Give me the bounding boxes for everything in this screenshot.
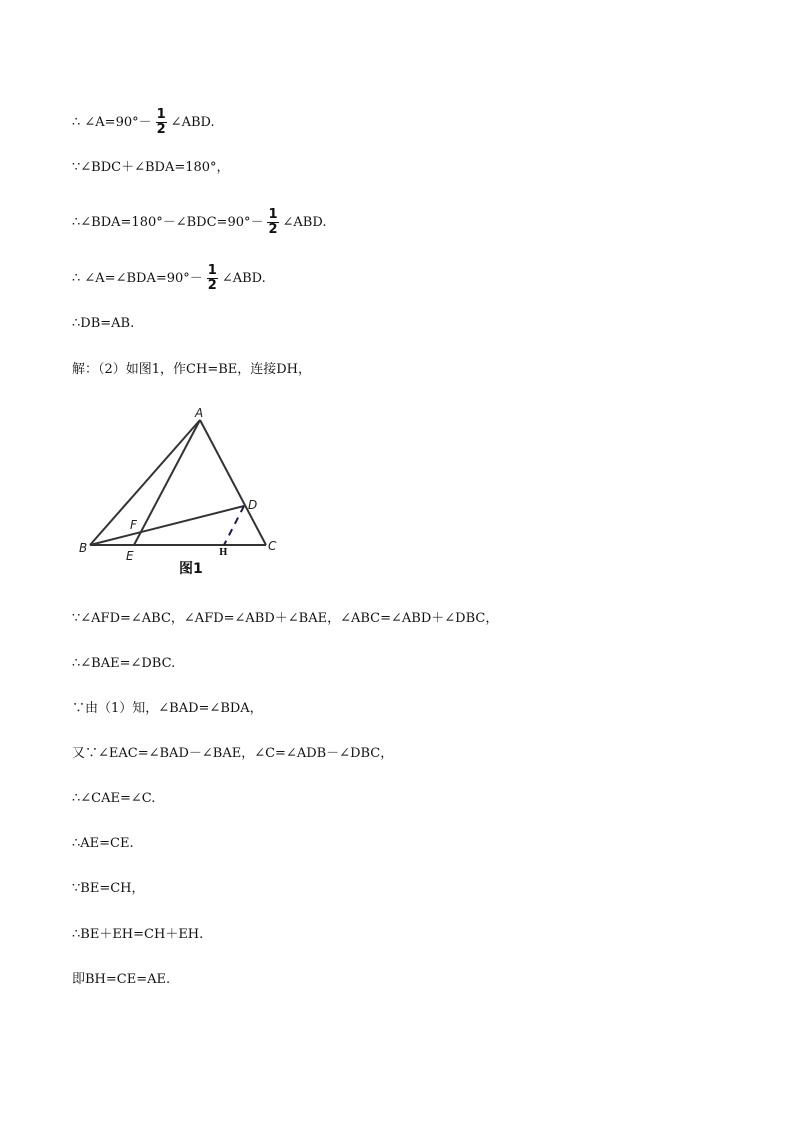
fraction-half bbox=[156, 108, 167, 137]
step-line-7: ∵∠AFD=∠ABC，∠AFD=∠ABD＋∠BAE，∠ABC=∠ABD＋∠DBC， bbox=[72, 611, 499, 626]
fraction-denominator: 2 bbox=[207, 278, 217, 293]
step-3-post: ∠ABD. bbox=[282, 215, 327, 230]
step-1-post: ∠ABD. bbox=[170, 115, 215, 130]
step-line-9: ∵由（1）知，∠BAD=∠BDA， bbox=[72, 701, 263, 716]
label-H: H bbox=[219, 548, 228, 558]
fraction-numerator: 1 bbox=[156, 107, 166, 122]
fraction-denominator: 2 bbox=[156, 122, 166, 137]
segment-BD bbox=[90, 506, 244, 545]
step-line-14: ∴BE＋EH=CH＋EH. bbox=[72, 927, 204, 942]
label-D: D bbox=[248, 498, 258, 512]
fraction-half bbox=[267, 208, 278, 237]
figure-1 bbox=[76, 402, 286, 582]
figure-caption: 图1 bbox=[179, 561, 203, 577]
step-4-pre: ∴ ∠A=∠BDA=90°－ bbox=[72, 271, 203, 286]
step-line-3 bbox=[72, 208, 326, 237]
fraction-numerator: 1 bbox=[207, 263, 217, 278]
label-C: C bbox=[268, 539, 277, 553]
step-line-11: ∴∠CAE=∠C. bbox=[72, 791, 156, 806]
triangle-lines bbox=[90, 420, 266, 545]
fraction-denominator: 2 bbox=[268, 222, 278, 237]
step-line-12: ∴AE=CE. bbox=[72, 836, 134, 851]
fraction-half bbox=[207, 264, 218, 293]
fraction-numerator: 1 bbox=[268, 207, 278, 222]
segment-DH-dashed bbox=[224, 506, 244, 545]
step-line-2: ∵∠BDC＋∠BDA=180°， bbox=[72, 160, 230, 175]
label-B: B bbox=[79, 541, 88, 555]
step-line-4 bbox=[72, 264, 266, 293]
step-line-15: 即BH=CE=AE. bbox=[72, 972, 171, 987]
step-line-13: ∵BE=CH， bbox=[72, 881, 145, 896]
step-line-10: 又∵∠EAC=∠BAD－∠BAE，∠C=∠ADB－∠DBC， bbox=[72, 746, 394, 761]
step-line-8: ∴∠BAE=∠DBC. bbox=[72, 656, 176, 671]
step-1-pre: ∴ ∠A=90°－ bbox=[72, 115, 152, 130]
step-line-5: ∴DB=AB. bbox=[72, 316, 135, 331]
segment-AC bbox=[200, 420, 266, 545]
step-4-post: ∠ABD. bbox=[221, 271, 266, 286]
step-line-6: 解：（2）如图1，作CH=BE，连接DH， bbox=[72, 362, 312, 377]
label-A: A bbox=[195, 406, 204, 420]
label-F: F bbox=[130, 518, 137, 532]
label-E: E bbox=[126, 549, 134, 563]
step-line-1 bbox=[72, 108, 215, 137]
step-3-pre: ∴∠BDA=180°－∠BDC=90°－ bbox=[72, 215, 264, 230]
